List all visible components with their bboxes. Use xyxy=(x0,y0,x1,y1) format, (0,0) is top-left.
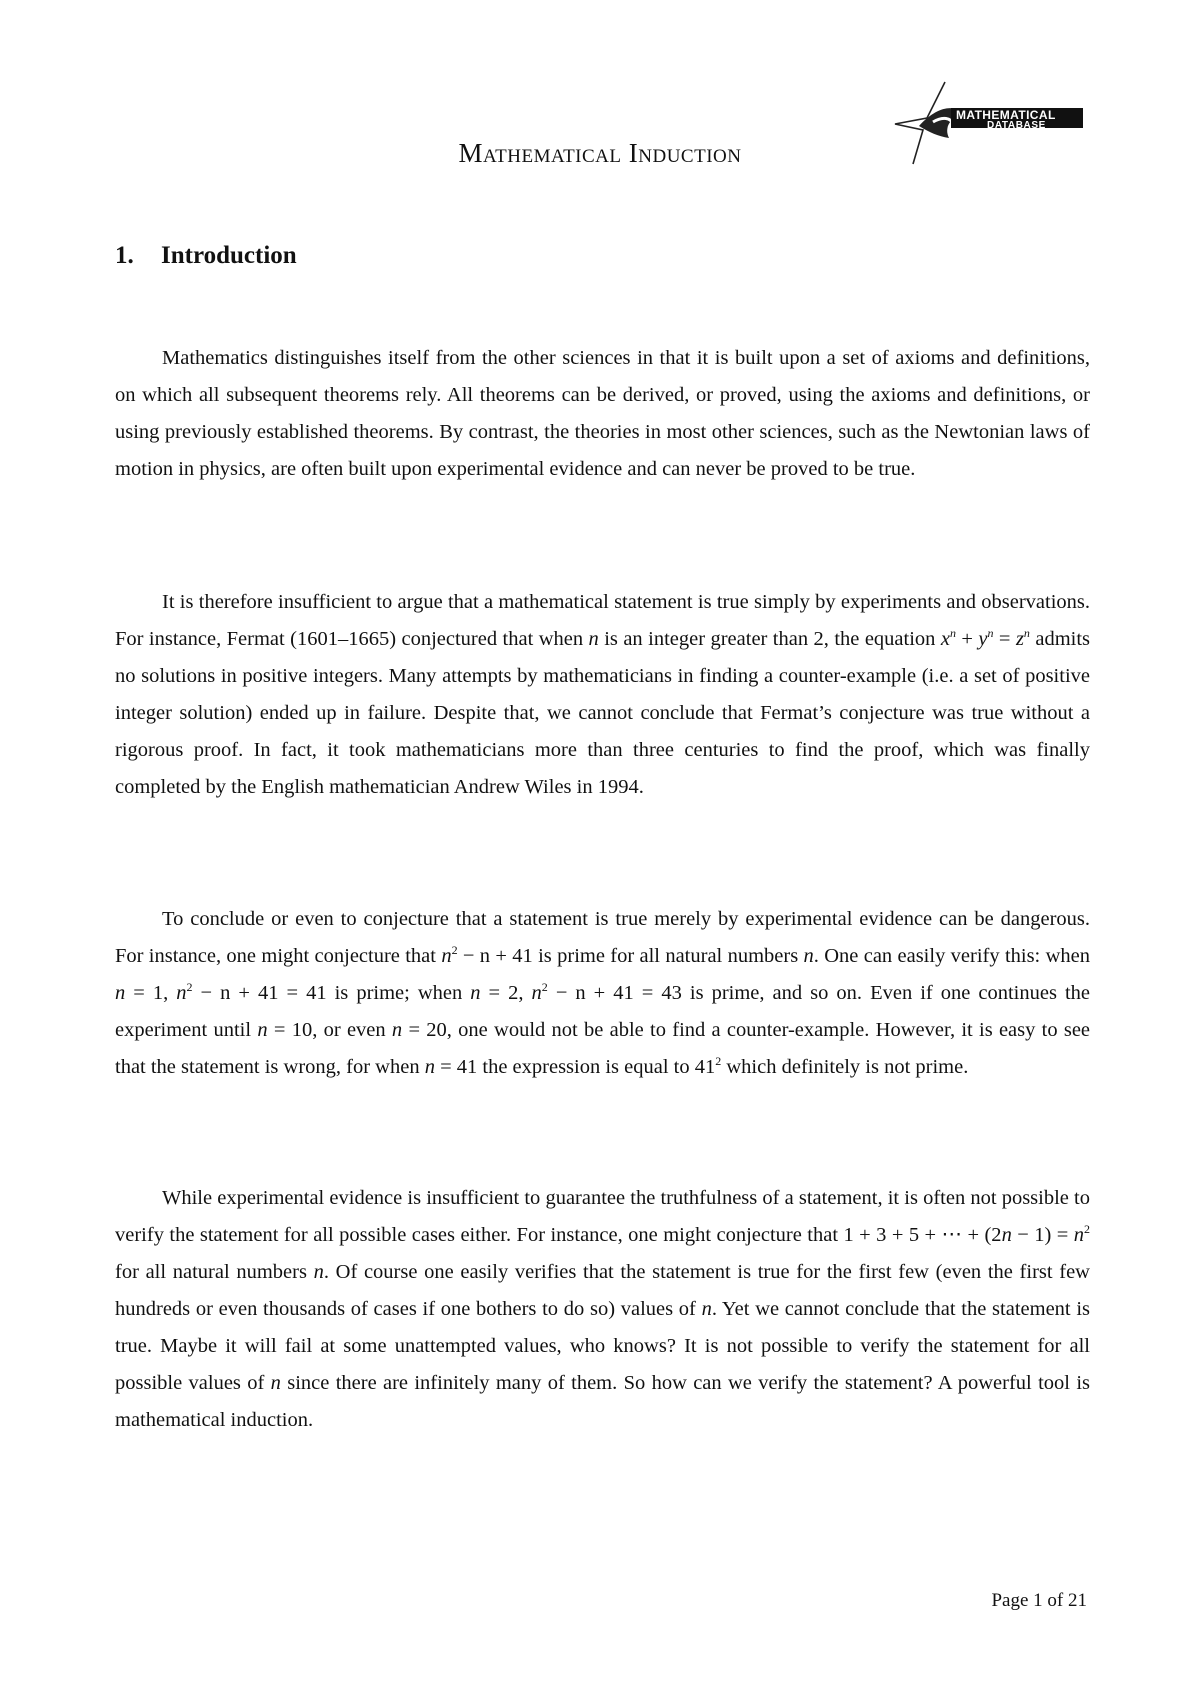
page-title: Mathematical Induction xyxy=(458,138,742,168)
section-number: 1. xyxy=(115,242,134,269)
paragraph-3: To conclude or even to conjecture that a statement is true merely by experimental evidence can be dangerous. For instance, one might conjecture that $n^2 - n + 41$ is prime for all natural numbers n. One can easily verify this: when n = 1, $n^2 - n + 41 = 41$ is prime; when n = 2, $n^2 - n + 41 = 43$ is prime, and so on. Even if one continues the experiment until n = 10, or even n = 20, one would not be able to find a counter-example. However, it is easy to see that the statement is wrong, for when n = 41 the expression is equal to $41^2$ which definitely is not prime. xyxy=(115,908,1091,1078)
logo-text-line2: DATABASE xyxy=(987,120,1046,131)
text-span: It is therefore insufficient to argue that a mathematical statement is true simply by experiments and observations. For instance, Fermat (1601–1665) conjectured that when xyxy=(115,591,1090,650)
text-span: admits no solutions in positive integers. Many attempts by mathematicians in finding a counter-example (i.e. a set of positive integer solution) ended up in failure. Despite that, we cannot conclude that Fermat’s conjecture was true without a rigorous proof. In fact, it took mathematicians more than three centuries to find the proof, which was finally completed by the English mathematician Andrew Wiles in 1994. xyxy=(115,628,1091,798)
paragraph-1-text: Mathematics distinguishes itself from the other sciences in that it is built upon a set of axioms and definitions, on which all subsequent theorems rely. All theorems can be derived, or proved, using the axioms and definitions, or using previously established theorems. By contrast, the theories in most other sciences, such as the Newtonian laws of motion in physics, are often built upon experimental evidence and can never be proved to be true. xyxy=(115,347,1090,480)
fermat-equation: $x^n + y^n = z^n$ xyxy=(940,626,1030,650)
math-var: n xyxy=(588,628,599,650)
logo-text-line1: MATHEMATICAL xyxy=(956,108,1056,122)
paragraph-1 xyxy=(115,340,1090,488)
paragraph-2 xyxy=(115,584,1090,806)
text-span: is an integer greater than 2, the equation xyxy=(598,628,941,650)
paragraph-4: While experimental evidence is insufficient to guarantee the truthfulness of a statement, it is often not possible to verify the statement for all possible cases either. For instance, one might conjecture that 1 + 3 + 5 + ⋯ + $(2n - 1) = n^2$ for all natural numbers n. Of course one easily verifies that the statement is true for the first few (even the first few hundreds or even thousands of cases if one bothers to do so) values of n. Yet we cannot conclude that the statement is true. Maybe it will fail at some unattempted values, who knows? It is not possible to verify the statement for all possible values of n since there are infinitely many of them. So how can we verify the statement? A powerful tool is mathematical induction. xyxy=(115,1187,1091,1431)
page-number: Page 1 of 21 xyxy=(991,1590,1087,1611)
section-title: Introduction xyxy=(161,242,297,269)
sum-expression: 1 + 3 + 5 + ⋯ + $(2n - 1) = n^2$ xyxy=(843,1222,1091,1246)
section-heading xyxy=(115,242,297,270)
